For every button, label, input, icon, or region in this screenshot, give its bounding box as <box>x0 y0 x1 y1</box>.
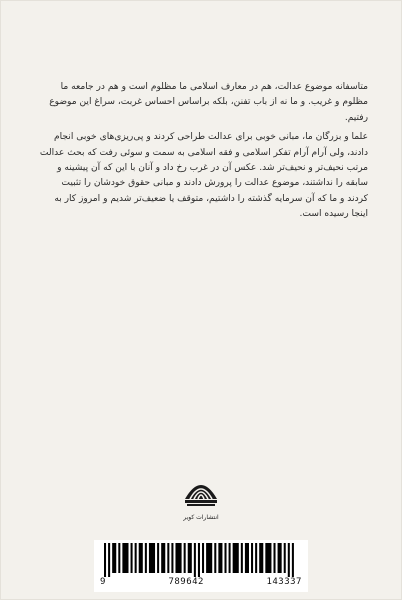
isbn-prefix: 9 <box>100 577 106 587</box>
back-cover-text <box>38 80 368 227</box>
isbn-group-1: 789642 <box>168 577 204 587</box>
barcode-bars <box>104 543 298 577</box>
isbn-group-2: 143337 <box>266 577 302 587</box>
publisher-name: انتشارات کویر <box>183 514 219 521</box>
publisher-logo-icon <box>181 469 221 513</box>
isbn-number <box>94 577 308 587</box>
paragraph-2: علما و بزرگان ما، مبانی خوبی برای عدالت طراحی کردند و پی‌ریزی‌های خوبی انجام دادند، ولی آرام آرام تفکر اسلامی و فقه اسلامی به سمت و سوئی رفت که بحث عدالت مرتب نحیف‌تر و نحیف‌تر شد. عکس آن در غرب رخ داد و آنان با این که آن پیشینه و سابقه را نداشتند، موضوع عدالت را پرورش دادند و مبانی حقوق خودشان را تثبیت کردند و ما که آن سرمایه گذشته را داشتیم، متوقف یا ضعیف‌تر شدیم و امروز کار به اینجا رسیده است. <box>39 132 368 220</box>
paragraph-1: متاسفانه موضوع عدالت، هم در معارف اسلامی ما مظلوم است و هم در جامعه ما مظلوم و غریب. و ما نه از باب تفنن، بلکه براساس احساس غربت، سراغ این موضوع رفتیم. <box>49 82 368 123</box>
publisher-logo <box>181 469 221 529</box>
isbn-barcode <box>94 540 308 592</box>
